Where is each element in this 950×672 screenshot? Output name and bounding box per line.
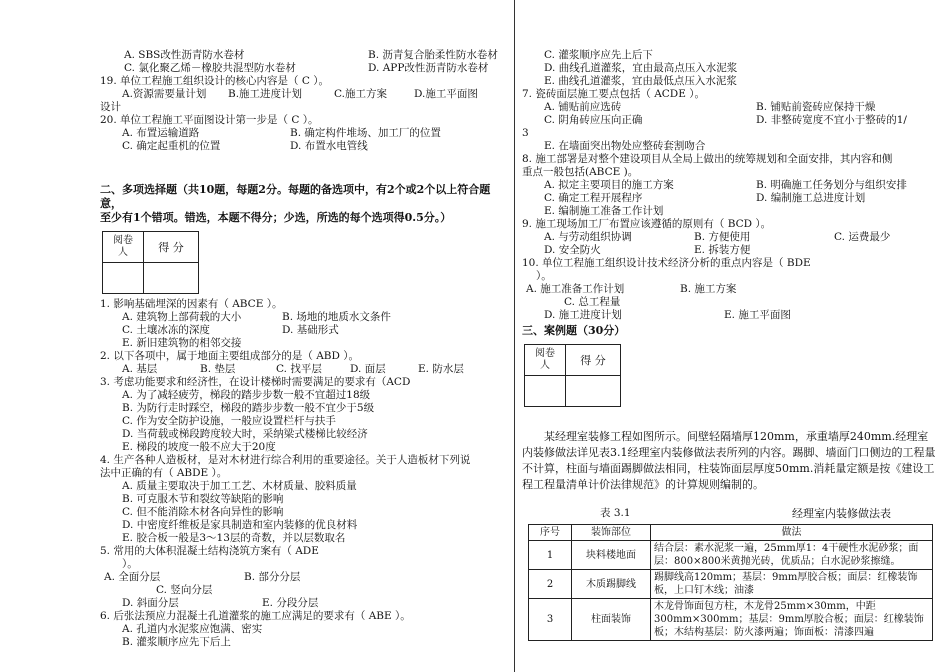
option: D. 布置水电管线 <box>290 140 368 152</box>
option: A. 布置运输道路 <box>122 127 200 139</box>
option: C. 总工程量 <box>564 296 621 308</box>
option-row <box>522 231 936 244</box>
option: D. 当荷载或梯段跨度较大时，采纳梁式楼梯比较经济 <box>122 428 368 440</box>
option: B. 确定构件堆场、加工厂的位置 <box>290 127 441 139</box>
option: C. 找平层 <box>276 363 322 375</box>
option: D. 基础形式 <box>282 324 339 336</box>
option-row <box>100 571 510 584</box>
option: B. 明确施工任务划分与组织安排 <box>756 179 907 191</box>
cell-part: 块料楼地面 <box>572 541 651 570</box>
option-row <box>100 127 510 140</box>
cell-part: 木质踢脚线 <box>572 570 651 599</box>
option: C. 土壤冰冻的深度 <box>122 324 210 336</box>
question-m8-cont: 重点一般包括(ABCE )。 <box>522 166 639 178</box>
option: D. 曲线孔道灌浆，宜由最高点压入水泥浆 <box>544 62 738 74</box>
option-row <box>522 101 936 114</box>
cell-method: 木龙骨饰面包方柱，木龙骨25mm×30mm，中距300mm×300mm；基层：9mm厚胶合板；面层：红橡装饰板；木结构基层：防火漆两遍；饰面板：清漆四遍 <box>651 599 933 641</box>
option: B. 场地的地质水文条件 <box>282 311 391 323</box>
option: D. 施工进度计划 <box>544 309 622 321</box>
option: E. 梯段的坡度一般不应大于20度 <box>122 441 276 453</box>
option: E. 施工平面图 <box>724 309 791 321</box>
question-19: 19. 单位工程施工组织设计的核心内容是（ C ）。 <box>100 75 329 87</box>
option: A. 为了减轻疲劳，梯段的踏步步数一般不宜超过18级 <box>122 389 371 401</box>
grader-label: 阅卷 人 <box>525 345 566 376</box>
option: A. 建筑物上部荷载的大小 <box>122 311 242 323</box>
question-m9: 9. 施工现场加工厂布置应该遵循的原则有（ BCD ）。 <box>522 218 772 230</box>
option: A. SBS改性沥青防水卷材 <box>124 49 245 61</box>
option: C. 氯化聚乙烯－橡胶共混型防水卷材 <box>124 62 296 74</box>
cell-method: 结合层：素水泥浆一遍，25mm厚1：4干硬性水泥砂浆；面层：800×800米黄抛光砖，优质品；白水泥砂浆擦缝。 <box>651 541 933 570</box>
question-m8: 8. 施工部署是对整个建设项目从全局上做出的统筹规划和全面安排，其内容和侧 <box>522 153 893 165</box>
option: E. 曲线孔道灌浆，宜由最低点压入水泥浆 <box>544 75 737 87</box>
question-m5-cont: ）。 <box>122 558 138 570</box>
option: A.资源需要量计划 <box>122 88 207 100</box>
question-m2: 2. 以下各项中，属于地面主要组成部分的是（ ABD ）。 <box>100 350 359 362</box>
option: C. 竖向分层 <box>156 584 213 596</box>
grader-cell <box>525 376 566 407</box>
cell-part: 柱面装饰 <box>572 599 651 641</box>
table-label: 表 3.1 <box>600 507 631 519</box>
grader-box <box>102 231 199 294</box>
option-cont: 3 <box>522 127 529 139</box>
option-row <box>522 192 936 205</box>
option-row <box>100 88 510 101</box>
question-20: 20. 单位工程施工平面图设计第一步是（ C ）。 <box>100 114 319 126</box>
option: C. 灌浆顺序应先上后下 <box>544 49 653 61</box>
cell-method: 踢脚线高120mm；基层：9mm厚胶合板；面层：红橡装饰板，上口钉木线；油漆 <box>651 570 933 599</box>
option: E. 胶合板一般是3～13层的奇数，并以层数取名 <box>122 532 346 544</box>
option-row <box>522 309 936 322</box>
option: B. 可克服木节和裂纹等缺陷的影响 <box>122 493 284 505</box>
section-2-title-cont: 至少有1个错项。错选，本题不得分；少选，所选的每个选项得0.5分。） <box>100 211 452 224</box>
col-header: 装饰部位 <box>572 525 651 541</box>
grader-cell <box>103 263 144 294</box>
col-header: 做法 <box>651 525 933 541</box>
option: A. 拟定主要项目的施工方案 <box>544 179 674 191</box>
col-header: 序号 <box>529 525 572 541</box>
option: B. 灌浆顺序应先下后上 <box>122 636 231 648</box>
option-row <box>522 114 936 127</box>
option-row <box>100 324 510 337</box>
option: B. 铺贴前瓷砖应保持干燥 <box>756 101 876 113</box>
option: D. APP改性沥青防水卷材 <box>368 62 489 74</box>
table-row <box>529 599 933 641</box>
option: C.施工方案 <box>334 88 387 100</box>
table-title: 经理室内装修做法表 <box>792 507 891 520</box>
decor-table <box>528 524 933 641</box>
option-row <box>522 179 936 192</box>
question-m3: 3. 考虑功能要求和经济性，在设计楼梯时需要满足的要求有（ACD <box>100 376 411 388</box>
cell-no: 1 <box>529 541 572 570</box>
score-label: 得 分 <box>566 345 621 376</box>
option-row <box>100 597 510 610</box>
table-row <box>529 541 933 570</box>
right-column <box>522 49 936 641</box>
score-cell <box>144 263 199 294</box>
question-m10-cont: ）。 <box>536 270 552 282</box>
grader-box <box>524 344 621 407</box>
option: B. 为防行走时踩空，梯段的踏步步数一般不宜少于5级 <box>122 402 375 414</box>
option: A. 孔道内水泥浆应饱满、密实 <box>122 623 263 635</box>
score-label: 得 分 <box>144 232 199 263</box>
option-row <box>100 311 510 324</box>
option: D. 面层 <box>350 363 386 375</box>
option: B.施工进度计划 <box>228 88 303 100</box>
question-m1: 1. 影响基础埋深的因素有（ ABCE ）。 <box>100 298 283 310</box>
option: A. 施工准备工作计划 <box>526 283 625 295</box>
option: B. 施工方案 <box>680 283 737 295</box>
option: D. 编制施工总进度计划 <box>756 192 866 204</box>
option: E. 在墙面突出物处应整砖套割吻合 <box>544 140 706 152</box>
option-row <box>522 244 936 257</box>
option-row <box>102 49 510 62</box>
left-column <box>100 49 510 649</box>
option: D. 安全防火 <box>544 244 601 256</box>
option: A. 铺贴前应选砖 <box>544 101 622 113</box>
case-description: 某经理室装修工程如图所示。间壁轻隔墙厚120mm，承重墙厚240mm.经理室内装修做法详见表3.1经理室内装修做法表所列的内容。踢脚、墙面门口侧边的工程量不计算，柱面与墙面踢脚做法相同，柱装饰面层厚度50mm.消耗量定额是按《建设工程工程量清单计价法律规范》的计算规则编制的。 <box>522 430 936 491</box>
option-row <box>102 62 510 75</box>
option: E. 拆装方便 <box>694 244 751 256</box>
option: D. 斜面分层 <box>122 597 179 609</box>
option-row <box>522 283 936 296</box>
question-m6: 6. 后张法预应力混凝土孔道灌浆的施工应满足的要求有（ ABE ）。 <box>100 610 411 622</box>
option: A. 全面分层 <box>104 571 161 583</box>
question-m4: 4. 生产各种人造板材，是对木材进行综合利用的重要途径。关于人造板材下列说 <box>100 454 471 466</box>
option: E. 防水层 <box>418 363 464 375</box>
cell-no: 3 <box>529 599 572 641</box>
option: A. 与劳动组织协调 <box>544 231 632 243</box>
question-m10: 10. 单位工程施工组织设计技术经济分析的重点内容是（ BDE <box>522 257 811 269</box>
option: B. 垫层 <box>200 363 236 375</box>
option: E. 编制施工准备工作计划 <box>544 205 664 217</box>
table-header-row <box>529 525 933 541</box>
question-m5: 5. 常用的大体积混凝土结构浇筑方案有（ ADE <box>100 545 319 557</box>
question-m4-cont: 法中正确的有（ ABDE ）。 <box>100 467 228 479</box>
option: A. 质量主要取决于加工工艺、木材质量、胶料质量 <box>122 480 357 492</box>
option: B. 方便使用 <box>694 231 751 243</box>
option: A. 基层 <box>122 363 158 375</box>
section-2-title: 二、多项选择题（共10题，每题2分。每题的备选项中，有2个或2个以上符合题意， <box>100 183 491 210</box>
option: D.施工平面图 <box>414 88 478 100</box>
option: D. 非整砖宽度不宜小于整砖的1/ <box>756 114 907 126</box>
score-cell <box>566 376 621 407</box>
table-row <box>529 570 933 599</box>
question-19-tail: 设计 <box>100 101 121 113</box>
option: C. 确定起重机的位置 <box>122 140 221 152</box>
option: C. 确定工程开展程序 <box>544 192 643 204</box>
grader-label: 阅卷 人 <box>103 232 144 263</box>
option: B. 部分分层 <box>244 571 301 583</box>
question-m7: 7. 瓷砖面层施工要点包括（ ACDE ）。 <box>522 88 705 100</box>
option: E. 新旧建筑物的相邻交接 <box>122 337 242 349</box>
option: D. 中密度纤维板是家具制造和室内装修的优良材料 <box>122 519 358 531</box>
column-divider <box>514 0 515 672</box>
option: C. 阴角砖应压向正确 <box>544 114 643 126</box>
option-row <box>100 363 510 376</box>
section-3-title: 三、案例题（30分） <box>522 324 626 337</box>
option: B. 沥青复合胎柔性防水卷材 <box>368 49 498 61</box>
option: C. 但不能消除木材各向异性的影响 <box>122 506 284 518</box>
option-row <box>100 140 510 153</box>
option: E. 分段分层 <box>262 597 319 609</box>
option: C. 作为安全防护设施，一般应设置栏杆与扶手 <box>122 415 336 427</box>
table-caption <box>522 507 936 521</box>
option: C. 运费最少 <box>834 231 891 243</box>
cell-no: 2 <box>529 570 572 599</box>
